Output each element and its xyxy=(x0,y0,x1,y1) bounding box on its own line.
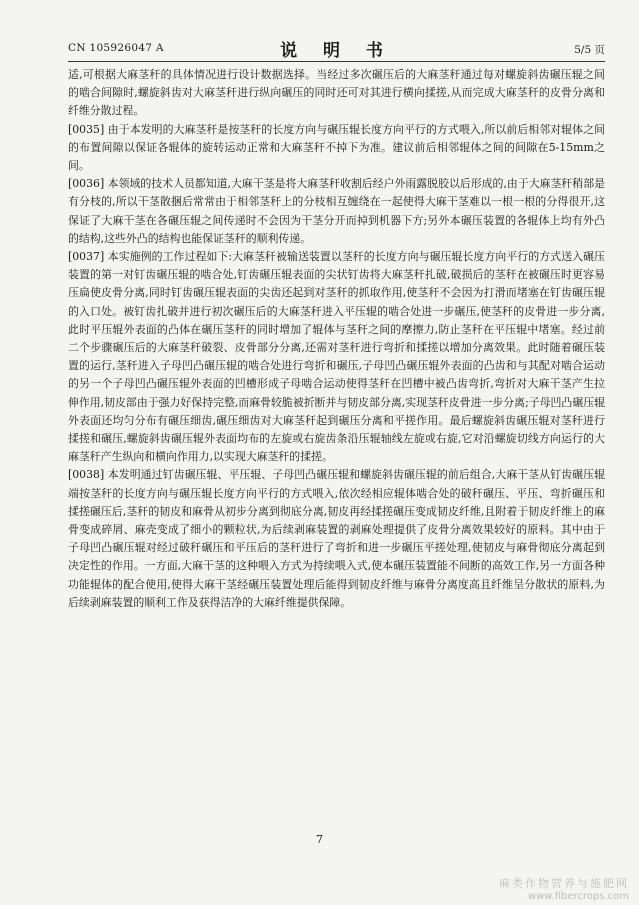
paragraph-0036: [0036] 本领域的技术人员都知道,大麻干茎是将大麻茎秆收割后经户外雨露脱胶以后形成的,由于大麻茎秆稍部是有分枝的,所以干茎散捆后常常由于相邻茎秆上的分枝相互缠绕在一起使得大麻干茎难以一根一根的分得很开,这保证了大麻干茎在各碾压辊之间传递时不会因为干茎分开而掉到机器下方;另外本碾压装置的各辊体上均有外凸的结构,这些外凸的结构也能保证茎秆的顺利传递。 xyxy=(68,177,605,245)
page-number: 7 xyxy=(316,833,323,846)
paragraph-0038: [0038] 本发明通过钉齿碾压辊、平压辊、子母凹凸碾压辊和螺旋斜齿碾压辊的前后组合,大麻干茎从钉齿碾压辊端按茎秆的长度方向与碾压辊长度方向平行的方式喂入,依次经相应辊体啮合处的破秆碾压、平压、弯折碾压和揉搓碾压后,茎秆的韧皮和麻骨从初步分离到彻底分离,韧皮再经揉搓碾压变成韧皮纤维,且附着于韧皮纤维上的麻骨变成碎屑、麻壳变成了细小的颗粒状,为后续剥麻装置的剥麻处理提供了皮骨分离效果较好的原料。其中由于子母凹凸碾压辊对经过破秆碾压和平压后的茎秆进行了弯折和进一步碾压平搓处理,使韧皮与麻骨彻底分离起到决定性的作用。一方面,大麻干茎的这种喂入方式为持续喂入式,使本碾压装置能不间断的高效工作,另一方面各种功能辊体的配合使用,使得大麻干茎经碾压装置处理后能得到韧皮纤维与麻骨分离度高且纤维呈分散状的原料,为后续剥麻装置的顺利工作及获得洁净的大麻纤维提供保障。 xyxy=(68,468,605,609)
paragraph-0037: [0037] 本实施例的工作过程如下:大麻茎秆被输送装置以茎秆的长度方向与碾压辊长度方向平行的方式送入碾压装置的第一对钉齿碾压辊的啮合处,钉齿碾压辊表面的尖状钉齿将大麻茎秆扎破,破损后的茎秆在被碾压时更容易压扁使皮骨分离,同时钉齿碾压辊表面的尖齿还起到对茎秆的抓取作用,使茎秆不会因为打滑而堵塞在钉齿碾压辊的入口处。被钉齿扎破并进行初次碾压后的大麻茎秆进入平压辊的啮合处进一步碾压,使茎秆的皮骨进一步分离,此时平压辊外表面的凸体在碾压茎秆的同时增加了辊体与茎秆之间的摩擦力,防止茎秆在平压辊中堵塞。经过前二个步骤碾压后的大麻茎秆破裂、皮骨部分分离,还需对茎秆进行弯折和揉搓以增加分离效果。此时随着碾压装置的运行,茎秆进入子母凹凸碾压辊的啮合处进行弯折和碾压,子母凹凸碾压辊外表面的凸齿和与其配对啮合运动的另一个子母凹凸碾压辊外表面的凹槽形成子母啮合运动使得茎秆在凹槽中被凸齿弯折,弯折对大麻干茎产生拉伸作用,韧皮部由于强力好保持完整,而麻骨较脆被折断并与韧皮部分离,实现茎秆皮骨进一步分离;子母凹凸碾压辊外表面还均匀分布有碾压细齿,碾压细齿对大麻茎秆起到碾压分离和平搓作用。最后螺旋斜齿碾压辊对茎秆进行揉搓和碾压,螺旋斜齿碾压辊外表面均布的左旋或右旋齿条沿压辊轴线左旋或右旋,它对沿螺旋切线方向运行的大麻茎秆产生纵向和横向作用力,以实现大麻茎秆的揉搓。 xyxy=(68,250,605,464)
publication-number: CN 105926047 A xyxy=(68,42,164,54)
watermark-title: 麻类作物营养与施肥网 xyxy=(499,877,629,890)
page-header xyxy=(68,36,605,60)
document-title: 说 明 书 xyxy=(280,41,393,61)
watermark-url: www.fibercrops.com xyxy=(527,891,629,902)
page-indicator: 5/5 页 xyxy=(574,44,605,56)
paragraph-0035: [0035] 由于本发明的大麻茎秆是按茎秆的长度方向与碾压辊长度方向平行的方式喂入,所以前后相邻对辊体之间的布置间隙以保证各辊体的旋转运动正常和大麻茎秆不掉下为准。建议前后相邻辊体之间的间隙在5-15mm之间。 xyxy=(68,122,605,173)
site-watermark xyxy=(499,877,629,903)
header-rule xyxy=(68,61,605,62)
paragraph-continued: 适,可根据大麻茎秆的具体情况进行设计数据选择。当经过多次碾压后的大麻茎秆通过每对螺旋斜齿碾压辊之间的啮合间隙时,螺旋斜齿对大麻茎秆进行纵向碾压的同时还可对其进行横向揉搓,从而完成大麻茎秆的皮骨分离和纤维分散过程。 xyxy=(68,68,605,118)
description-body xyxy=(68,66,605,612)
